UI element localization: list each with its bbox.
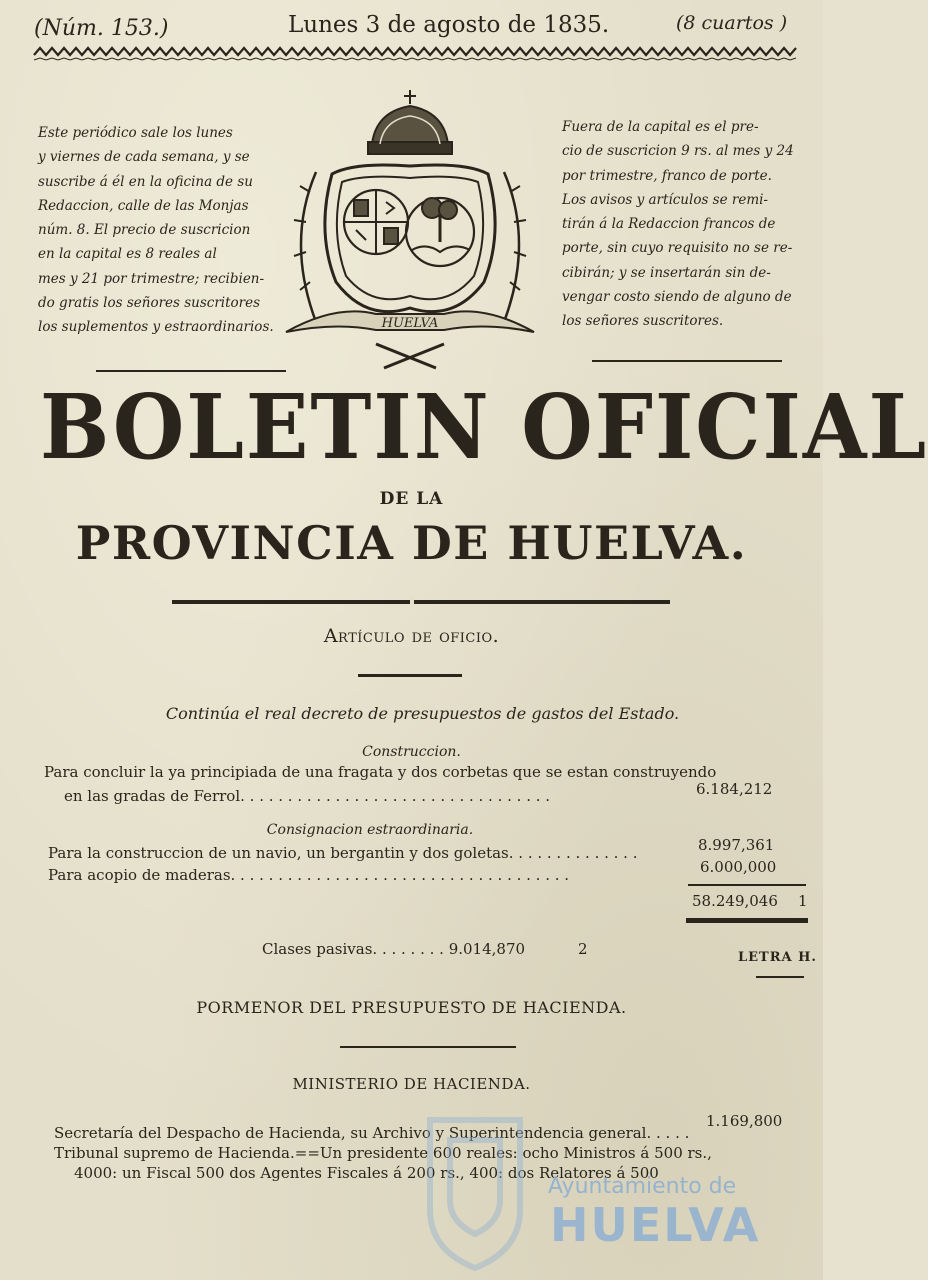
notice-line: Este periódico sale los lunes — [38, 125, 233, 141]
issue-price: (8 cuartos ) — [676, 12, 788, 34]
watermark-line: Ayuntamiento de — [548, 1174, 737, 1199]
sum-rule — [686, 918, 808, 923]
subsection-heading: PORMENOR DEL PRESUPUESTO DE HACIENDA. — [196, 998, 627, 1017]
decree-intro: Continúa el real decreto de presupuestos de gastos del Estado. — [165, 704, 680, 723]
subscription-notice-right — [562, 115, 798, 334]
budget-amount: 8.997,361 — [698, 836, 775, 854]
notice-line: do gratis los señores suscritores — [38, 295, 261, 312]
subscription-notice-left — [38, 121, 276, 340]
divider — [172, 600, 670, 604]
issue-number: (Núm. 153.) — [34, 16, 169, 41]
divider — [756, 976, 804, 978]
notice-line: Los avisos y artículos se remi- — [562, 191, 768, 208]
sum-rule — [688, 884, 806, 886]
divider-gap — [410, 598, 414, 606]
divider — [592, 360, 782, 362]
notice-line: porte, sin cuyo requisito no se re- — [562, 240, 793, 257]
notice-line: suscribe á él en la oficina de su — [38, 173, 253, 190]
province-title: PROVINCIA DE HUELVA. — [75, 516, 748, 570]
divider — [340, 1046, 516, 1048]
notice-line: núm. 8. El precio de suscricion — [38, 222, 251, 239]
budget-line: Secretaría del Despacho de Hacienda, su Archivo y Superintendencia general. . . . . — [54, 1124, 690, 1142]
watermark-line: HUELVA — [550, 1198, 761, 1252]
notice-line: cibirán; y se insertarán sin de- — [562, 264, 771, 281]
budget-line: Para acopio de maderas. . . . . . . . . . . . . . . . . . . . . . . . . . . . . . . . . . . . — [48, 866, 570, 884]
section-heading: Artículo de oficio. — [323, 625, 500, 647]
ministry-heading: MINISTERIO DE HACIENDA. — [292, 1075, 531, 1093]
notice-line: Redaccion, calle de las Monjas — [38, 197, 249, 214]
crest-ribbon-text: HUELVA — [381, 316, 439, 331]
decorative-border — [34, 45, 796, 61]
notice-line: vengar costo siendo de alguno de — [562, 289, 792, 306]
divider — [96, 370, 286, 372]
divider — [358, 674, 462, 677]
subheading-consignacion: Consignacion estraordinaria. — [266, 822, 474, 838]
issue-date: Lunes 3 de agosto de 1835. — [288, 12, 610, 38]
notice-line: por trimestre, franco de porte. — [562, 167, 772, 184]
budget-line: Para concluir la ya principiada de una fragata y dos corbetas que se estan construyendo — [44, 763, 717, 781]
clases-pasivas-line: Clases pasivas. . . . . . . . 9.014,870 — [262, 940, 526, 958]
notice-line: Fuera de la capital es el pre- — [562, 119, 759, 135]
notice-line: mes y 21 por trimestre; recibien- — [38, 270, 265, 287]
budget-line: Para la construccion de un navio, un bergantin y dos goletas. . . . . . . . . . . . . . — [48, 844, 638, 862]
notice-line: y viernes de cada semana, y se — [38, 149, 250, 166]
budget-amount: 6.000,000 — [700, 858, 777, 876]
budget-line: 4000: un Fiscal 500 dos Agentes Fiscales á 200 rs., 400: dos Relatores á 500 — [74, 1164, 659, 1182]
budget-total-suffix: 1 — [798, 892, 808, 910]
budget-amount: 1.169,800 — [706, 1112, 783, 1130]
notice-line: los señores suscritores. — [562, 313, 724, 330]
notice-line: cio de suscricion 9 rs. al mes y 24 — [562, 143, 794, 160]
newspaper-title: BOLETIN OFICIAL — [40, 376, 928, 480]
letter-marker: LETRA H. — [738, 950, 817, 965]
budget-line: Tribunal supremo de Hacienda.==Un presidente 600 reales: ocho Ministros á 500 rs., — [54, 1144, 712, 1162]
clases-pasivas-suffix: 2 — [578, 940, 588, 958]
budget-line: en las gradas de Ferrol. . . . . . . . . . . . . . . . . . . . . . . . . . . . . . . . . — [64, 787, 551, 805]
budget-total: 58.249,046 — [692, 892, 778, 910]
budget-amount: 6.184,212 — [696, 780, 773, 798]
coat-of-arms-icon — [276, 82, 544, 374]
title-connector: DE LA — [379, 489, 444, 509]
notice-line: los suplementos y estraordinarios. — [38, 319, 274, 336]
subheading-construccion: Construccion. — [362, 744, 461, 760]
notice-line: tirán á la Redaccion francos de — [562, 216, 776, 233]
notice-line: en la capital es 8 reales al — [38, 246, 217, 263]
